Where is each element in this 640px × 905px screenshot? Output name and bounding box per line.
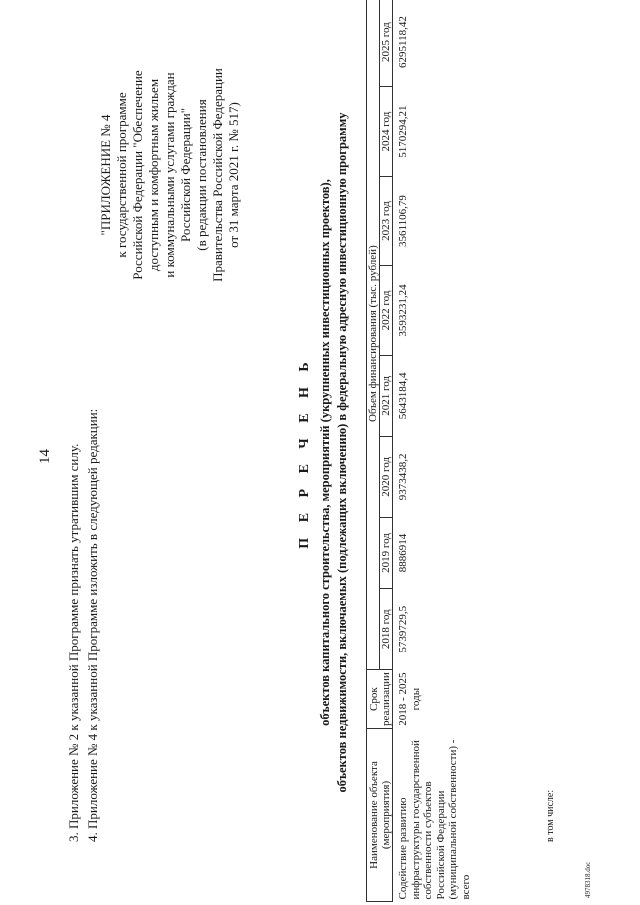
appendix-line: Российской Федерации "Обеспечение <box>130 70 145 280</box>
row-object-name: Содействие развитию инфраструктуры государственной собственности субъектов Российской Федерации (муниципальной собственности) - всего <box>397 739 472 900</box>
header-year: 2018 год <box>380 589 393 670</box>
paragraph-4: 4. Приложение № 4 к указанной Программе изложить в следующей редакции: <box>85 408 100 842</box>
row-value: 8886914 <box>397 533 409 573</box>
page-number: 14 <box>37 449 53 464</box>
row-value: 5739729,5 <box>397 605 409 653</box>
list-title-line-2: объектов недвижимости, включаемых (подлежащих включению) в федеральную адресную инвестиционную программу <box>335 112 349 793</box>
appendix-line: Российской Федерации" <box>178 107 193 243</box>
list-heading: П Е Р Е Ч Е Н Ь <box>297 356 312 549</box>
list-title-line-1: объектов капитального строительства, мероприятий (укрупненных инвестиционных проектов), <box>318 179 332 726</box>
appendix-line: (в редакции постановления <box>194 99 209 251</box>
header-year: 2019 год <box>380 517 393 588</box>
header-financing: Объем финансирования (тыс. рублей) <box>367 0 380 670</box>
appendix-line: и коммунальными услугами граждан <box>162 72 177 278</box>
appendix-line: от 31 марта 2021 г. № 517) <box>226 102 241 248</box>
row-term: 2018 - 2025 годы <box>397 672 422 726</box>
row-value: 6295118,42 <box>397 16 409 69</box>
row-value: 9373438,2 <box>397 453 409 501</box>
header-year: 2023 год <box>380 176 393 265</box>
appendix-line: к государственной программе <box>114 92 129 258</box>
document-id: 4978318.doc <box>584 861 592 898</box>
header-object-name: Наименование объекта (мероприятия) <box>367 729 393 902</box>
appendix-line: "ПРИЛОЖЕНИЕ № 4 <box>98 114 113 236</box>
header-term: Срок реализации <box>367 670 393 729</box>
appendix-line: доступным и комфортным жильем <box>146 78 161 272</box>
investment-table <box>366 0 472 902</box>
header-year: 2025 год <box>380 0 393 87</box>
row-value: 5170294,21 <box>397 105 409 158</box>
row-value: 3593231,24 <box>397 284 409 337</box>
row-value: 3561106,79 <box>397 195 409 247</box>
header-year: 2020 год <box>380 436 393 517</box>
appendix-line: Правительства Российской Федерации <box>210 68 225 282</box>
row-value: 5643184,4 <box>397 372 409 420</box>
appendix-header <box>98 25 242 325</box>
header-year: 2022 год <box>380 266 393 356</box>
header-year: 2024 год <box>380 87 393 177</box>
including-label: в том числе: <box>545 789 556 842</box>
table-row <box>393 0 473 902</box>
paragraph-3: 3. Приложение № 2 к указанной Программе признать утратившим силу. <box>66 443 81 842</box>
header-year: 2021 год <box>380 355 393 436</box>
